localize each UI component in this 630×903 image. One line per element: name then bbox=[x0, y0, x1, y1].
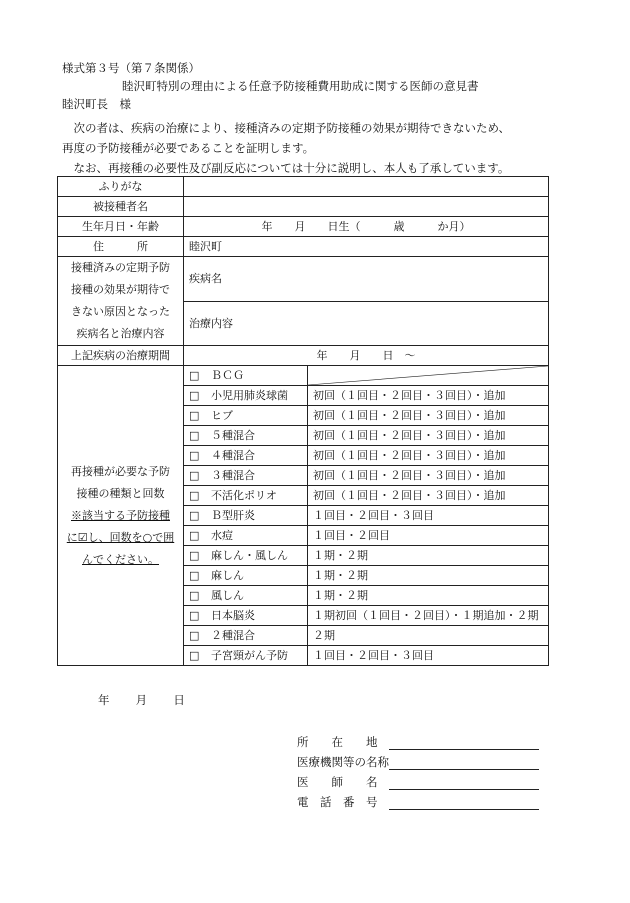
vaccine-label bbox=[58, 366, 184, 666]
vaccine-name: 麻しん bbox=[211, 568, 244, 582]
form-number: 様式第３号（第７条関係） bbox=[62, 61, 200, 75]
dose-options[interactable]: １期・２期 bbox=[308, 586, 549, 606]
vaccine-name: Ｂ型肝炎 bbox=[211, 508, 255, 522]
checkbox[interactable]: □ bbox=[189, 488, 200, 502]
checkbox[interactable]: □ bbox=[189, 628, 200, 642]
vaccine-cell[interactable] bbox=[184, 366, 308, 386]
vaccine-cell[interactable] bbox=[184, 526, 308, 546]
vaccine-name: ヒブ bbox=[211, 408, 233, 422]
reason-label-line: 接種の効果が期待で bbox=[71, 283, 170, 296]
consent-line: なお、再接種の必要性及び副反応については十分に説明し、本人も了承しています。 bbox=[73, 161, 510, 175]
institution-field[interactable] bbox=[389, 757, 539, 770]
day-label: 日 bbox=[173, 693, 185, 707]
address-label: 住 所 bbox=[58, 237, 184, 257]
reason-label-line: 接種済みの定期予防 bbox=[71, 261, 170, 274]
vaccine-name: 日本脳炎 bbox=[211, 608, 255, 622]
patient-name-field[interactable] bbox=[184, 197, 549, 217]
checkbox[interactable]: □ bbox=[189, 508, 200, 522]
vaccine-name: ３種混合 bbox=[211, 468, 255, 482]
checkbox[interactable]: □ bbox=[189, 528, 200, 542]
vaccine-cell[interactable] bbox=[184, 446, 308, 466]
checkbox[interactable]: □ bbox=[189, 368, 200, 382]
document-title: 睦沢町特別の理由による任意予防接種費用助成に関する医師の意見書 bbox=[122, 79, 479, 93]
vaccine-name: 水痘 bbox=[211, 528, 233, 542]
vaccine-row-bcg bbox=[58, 366, 549, 386]
row-dob bbox=[58, 217, 549, 237]
treatment-field[interactable]: 治療内容 bbox=[184, 301, 549, 346]
vaccine-cell[interactable] bbox=[184, 486, 308, 506]
vaccine-name: 風しん bbox=[211, 588, 244, 602]
checkbox[interactable]: □ bbox=[189, 548, 200, 562]
vaccine-name: 麻しん・風しん bbox=[211, 548, 288, 562]
phone-label: 電 話 番 号 bbox=[297, 795, 378, 810]
checkbox[interactable]: □ bbox=[189, 388, 200, 402]
year-label: 年 bbox=[98, 693, 110, 707]
vaccine-cell[interactable] bbox=[184, 586, 308, 606]
row-disease bbox=[58, 257, 549, 302]
dose-options[interactable]: 初回（１回目・２回目・３回目）・追加 bbox=[308, 486, 549, 506]
vaccine-note-line: に☑し、回数を○で囲 bbox=[66, 530, 175, 544]
patient-name-label: 被接種者名 bbox=[58, 197, 184, 217]
row-period bbox=[58, 346, 549, 366]
location-field[interactable] bbox=[389, 737, 539, 750]
phone-row bbox=[297, 793, 539, 813]
dose-options[interactable]: １期・２期 bbox=[308, 566, 549, 586]
vaccine-label-line: 接種の種類と回数 bbox=[76, 486, 165, 500]
diagonal-strike bbox=[308, 366, 548, 385]
doctor-name-label: 医 師 名 bbox=[297, 775, 378, 790]
opinion-form-table bbox=[57, 176, 549, 666]
dose-options[interactable]: １期初回（１回目・２回目）・１期追加・２期 bbox=[308, 606, 549, 626]
furigana-field[interactable] bbox=[184, 177, 549, 197]
vaccine-name: ２種混合 bbox=[211, 628, 255, 642]
vaccine-note-line: んでください。 bbox=[82, 552, 159, 566]
vaccine-name: ＢＣＧ bbox=[211, 368, 244, 382]
reason-label bbox=[58, 257, 184, 346]
checkbox[interactable]: □ bbox=[189, 428, 200, 442]
institution-row bbox=[297, 753, 539, 773]
checkbox[interactable]: □ bbox=[189, 588, 200, 602]
dose-options[interactable]: 初回（１回目・２回目・３回目）・追加 bbox=[308, 466, 549, 486]
vaccine-cell[interactable] bbox=[184, 506, 308, 526]
treatment-period-label: 上記疾病の治療期間 bbox=[58, 346, 184, 366]
location-row bbox=[297, 733, 539, 753]
vaccine-name: ４種混合 bbox=[211, 448, 255, 462]
dose-options[interactable]: ２期 bbox=[308, 626, 549, 646]
reason-label-line: きない原因となった bbox=[71, 305, 170, 318]
institution-label: 医療機関等の名称 bbox=[297, 755, 389, 770]
month-label: 月 bbox=[135, 693, 148, 707]
row-address bbox=[58, 237, 549, 257]
dob-label: 生年月日・年齢 bbox=[58, 217, 184, 237]
dose-options[interactable]: 初回（１回目・２回目・３回目）・追加 bbox=[308, 406, 549, 426]
checkbox[interactable]: □ bbox=[189, 408, 200, 422]
checkbox[interactable]: □ bbox=[189, 468, 200, 482]
vaccine-cell[interactable] bbox=[184, 546, 308, 566]
disease-field[interactable]: 疾病名 bbox=[184, 257, 549, 302]
dob-field[interactable]: 年 月 日生（ 歳 か月） bbox=[184, 217, 549, 237]
treatment-period-field[interactable]: 年 月 日 ～ bbox=[184, 346, 549, 366]
dose-options[interactable]: １回目・２回目 bbox=[308, 526, 549, 546]
row-furigana bbox=[58, 177, 549, 197]
certification-line-2: 再度の予防接種が必要であることを証明します。 bbox=[62, 141, 315, 155]
dose-options[interactable]: 初回（１回目・２回目・３回目）・追加 bbox=[308, 386, 549, 406]
signature-block bbox=[297, 733, 539, 813]
location-label: 所 在 地 bbox=[297, 735, 378, 750]
dose-options[interactable]: １回目・２回目・３回目 bbox=[308, 506, 549, 526]
furigana-label: ふりがな bbox=[58, 177, 184, 197]
vaccine-name: 不活化ポリオ bbox=[211, 488, 277, 502]
vaccine-cell[interactable] bbox=[184, 646, 308, 666]
certification-text bbox=[62, 118, 562, 178]
row-name bbox=[58, 197, 549, 217]
vaccine-cell[interactable] bbox=[184, 566, 308, 586]
addressee: 睦沢町長 様 bbox=[62, 97, 131, 111]
vaccine-cell[interactable] bbox=[184, 386, 308, 406]
dose-options[interactable]: 初回（１回目・２回目・３回目）・追加 bbox=[308, 426, 549, 446]
dose-cell-empty bbox=[308, 366, 549, 386]
vaccine-cell[interactable] bbox=[184, 426, 308, 446]
checkbox[interactable]: □ bbox=[189, 608, 200, 622]
dose-options[interactable]: 初回（１回目・２回目・３回目）・追加 bbox=[308, 446, 549, 466]
address-field[interactable]: 睦沢町 bbox=[184, 237, 549, 257]
vaccine-cell[interactable] bbox=[184, 406, 308, 426]
checkbox[interactable]: □ bbox=[189, 568, 200, 582]
dose-options[interactable]: １期・２期 bbox=[308, 546, 549, 566]
vaccine-cell[interactable] bbox=[184, 466, 308, 486]
doctor-row bbox=[297, 773, 539, 793]
vaccine-name: 子宮頸がん予防 bbox=[211, 648, 288, 662]
dose-options[interactable]: １回目・２回目・３回目 bbox=[308, 646, 549, 666]
checkbox[interactable]: □ bbox=[189, 648, 200, 662]
reason-label-line: 疾病名と治療内容 bbox=[76, 327, 165, 340]
phone-field[interactable] bbox=[389, 797, 539, 810]
doctor-name-field[interactable] bbox=[389, 777, 539, 790]
vaccine-note-line: ※該当する予防接種 bbox=[71, 508, 170, 522]
issue-date bbox=[98, 694, 185, 708]
vaccine-name: 小児用肺炎球菌 bbox=[211, 388, 288, 402]
vaccine-label-line: 再接種が必要な予防 bbox=[71, 464, 170, 478]
vaccine-cell[interactable] bbox=[184, 606, 308, 626]
vaccine-name: ５種混合 bbox=[211, 428, 255, 442]
vaccine-cell[interactable] bbox=[184, 626, 308, 646]
checkbox[interactable]: □ bbox=[189, 448, 200, 462]
certification-line-1: 次の者は、疾病の治療により、接種済みの定期予防接種の効果が期待できないため、 bbox=[73, 121, 511, 135]
